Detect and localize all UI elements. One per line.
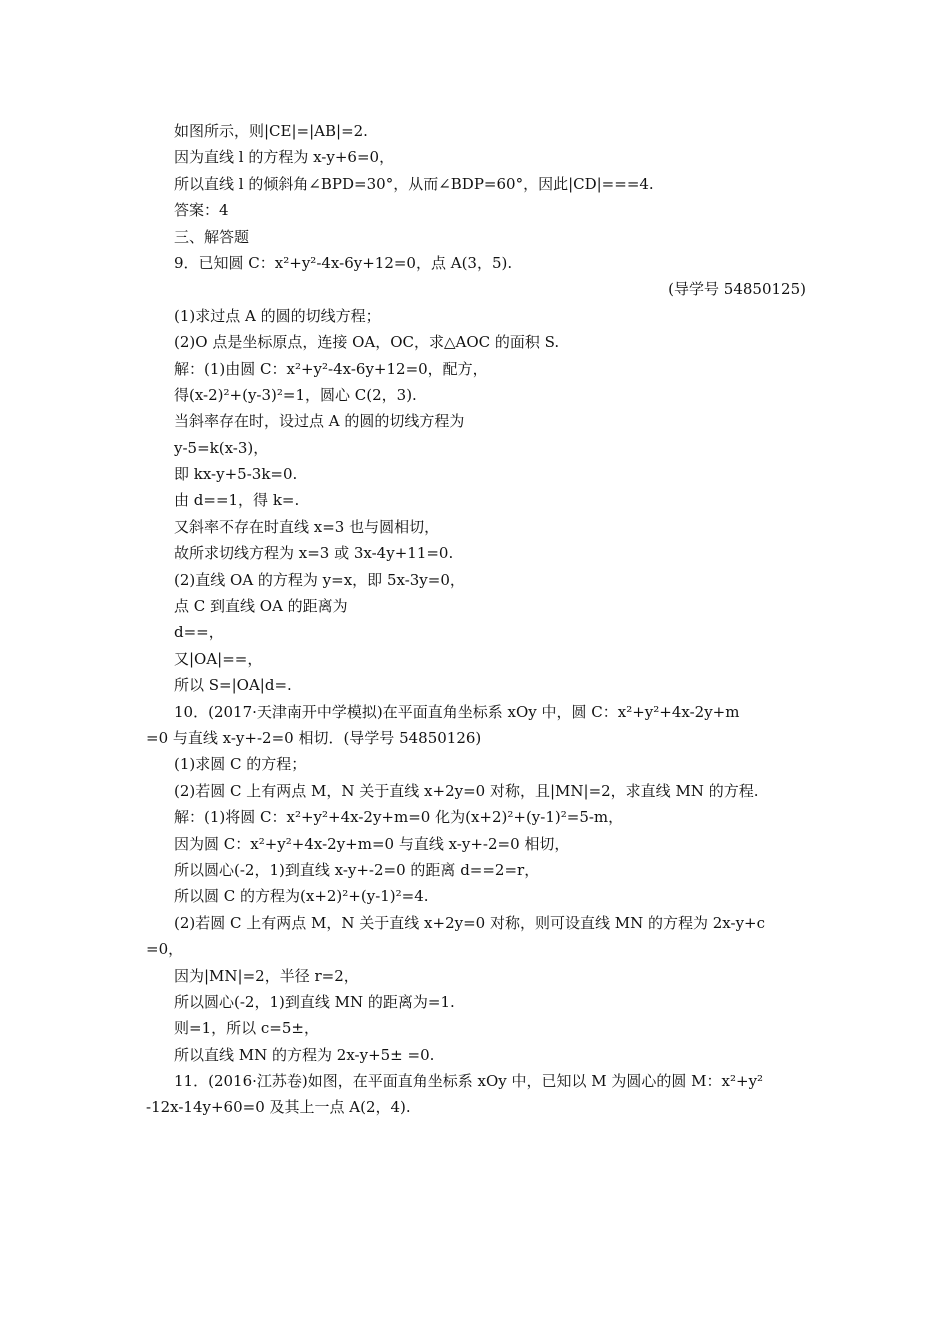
- text-line: 即 kx-y+5-3k=0.: [174, 465, 298, 484]
- text-line: 得(x-2)²+(y-3)²=1，圆心 C(2，3).: [174, 385, 417, 404]
- text-line: 所以圆 C 的方程为(x+2)²+(y-1)²=4.: [174, 887, 429, 906]
- document-body: [146, 118, 806, 1121]
- text-line: 答案：4: [174, 201, 229, 220]
- text-line: 由 d==1，得 k=.: [174, 491, 300, 510]
- section-heading: 三、解答题: [174, 227, 250, 246]
- text-line: 所以圆心(-2，1)到直线 x-y+-2=0 的距离 d==2=r，: [174, 860, 540, 879]
- text-line: (1)求过点 A 的圆的切线方程；: [174, 306, 381, 325]
- guide-number: (导学号 54850125): [668, 280, 806, 299]
- text-line: =0 与直线 x-y+-2=0 相切．(导学号 54850126): [146, 728, 482, 747]
- text-line: 当斜率存在时，设过点 A 的圆的切线方程为: [174, 412, 465, 431]
- text-line: 所以 S=|OA|d=.: [174, 676, 292, 695]
- text-line: 故所求切线方程为 x=3 或 3x-4y+11=0.: [174, 544, 454, 563]
- text-line: (2)O 点是坐标原点，连接 OA，OC，求△AOC 的面积 S.: [174, 333, 560, 352]
- text-line: 则=1，所以 c=5±，: [174, 1019, 319, 1038]
- text-line: (2)若圆 C 上有两点 M，N 关于直线 x+2y=0 对称，则可设直线 MN 的方程为 2x-y+c: [174, 913, 766, 932]
- text-line: 所以直线 MN 的方程为 2x-y+5± =0.: [174, 1045, 435, 1064]
- text-line: (2)若圆 C 上有两点 M，N 关于直线 x+2y=0 对称，且|MN|=2，求直线 MN 的方程.: [174, 781, 759, 800]
- text-line: 如图所示，则|CE|=|AB|=2.: [174, 122, 368, 140]
- text-line: 又斜率不存在时直线 x=3 也与圆相切，: [174, 517, 440, 536]
- problem-9-statement: 9．已知圆 C：x²+y²-4x-6y+12=0，点 A(3，5).: [174, 253, 513, 272]
- text-line: (1)求圆 C 的方程；: [174, 755, 307, 774]
- text-line: =0，: [146, 940, 184, 959]
- text-line: y-5=k(x-3)，: [174, 438, 269, 457]
- text-line: -12x-14y+60=0 及其上一点 A(2，4).: [146, 1098, 411, 1117]
- problem-11-statement: 11．(2016·江苏卷)如图，在平面直角坐标系 xOy 中，已知以 M 为圆心的圆 M：x²+y²: [174, 1072, 764, 1091]
- text-line: 所以直线 l 的倾斜角∠BPD=30°，从而∠BDP=60°，因此|CD|===4.: [174, 174, 654, 193]
- text-line: d==，: [174, 623, 224, 642]
- text-line: 所以圆心(-2，1)到直线 MN 的距离为=1.: [174, 992, 455, 1011]
- text-line: 因为|MN|=2，半径 r=2，: [174, 966, 359, 985]
- text-line: 因为圆 C：x²+y²+4x-2y+m=0 与直线 x-y+-2=0 相切，: [174, 834, 570, 853]
- problem-10-statement: 10．(2017·天津南开中学模拟)在平面直角坐标系 xOy 中，圆 C：x²+y²+4x-2y+m: [174, 702, 740, 721]
- text-line: 因为直线 l 的方程为 x-y+6=0，: [174, 148, 395, 167]
- text-line: 解：(1)由圆 C：x²+y²-4x-6y+12=0，配方，: [174, 359, 488, 378]
- text-line: 点 C 到直线 OA 的距离为: [174, 597, 348, 616]
- text-line: 又|OA|==，: [174, 649, 263, 668]
- text-line: 解：(1)将圆 C：x²+y²+4x-2y+m=0 化为(x+2)²+(y-1)²=5-m，: [174, 808, 624, 827]
- text-line: (2)直线 OA 的方程为 y=x，即 5x-3y=0，: [174, 570, 465, 589]
